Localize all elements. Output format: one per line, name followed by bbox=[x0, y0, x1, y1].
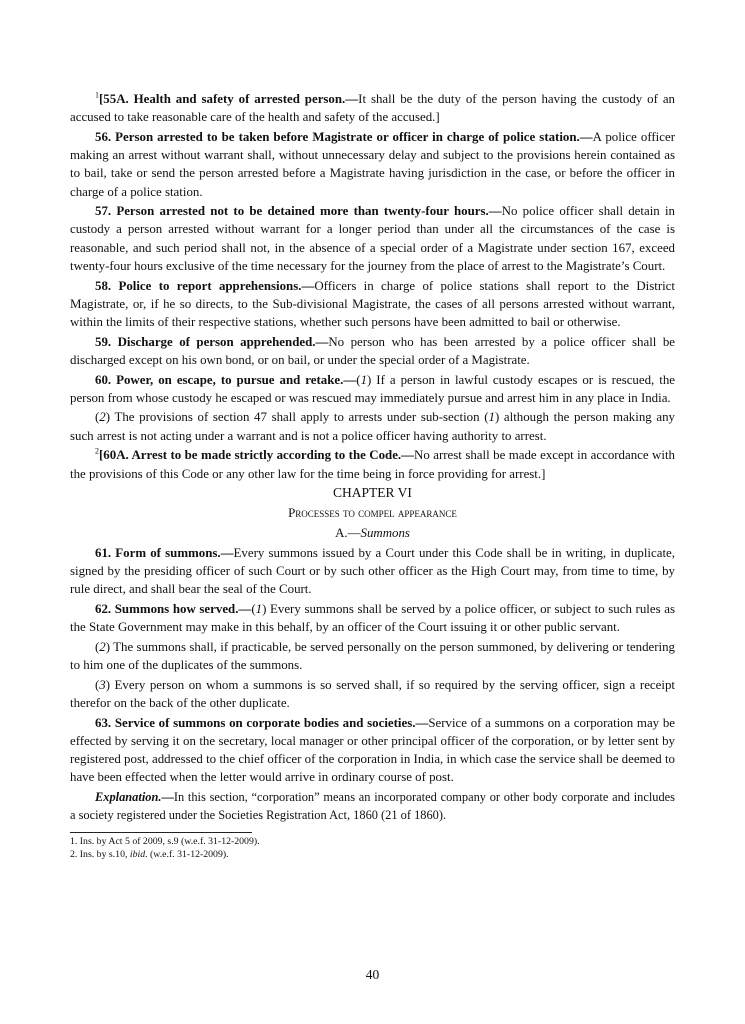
footnote-2 bbox=[70, 849, 675, 862]
explanation bbox=[70, 788, 675, 824]
part-heading bbox=[70, 524, 675, 542]
section-59 bbox=[70, 333, 675, 369]
chapter-subtitle: Processes to compel appearance bbox=[288, 504, 457, 520]
section-text: No police officer shall detain in custody a person arrested without warrant for a longer period than under all the circumstances of the case is reasonable, and such period shall not, in the absence of a special order of a Magistrate under section 167, exceed twenty-four hours exclusive of the time necessary for the journey from the place of arrest to the Magistrate’s Court. bbox=[70, 204, 675, 273]
section-text: The summons shall, if practicable, be served personally on the person summoned, by delivering or tendering to him one of the duplicates of the summons. bbox=[70, 639, 675, 673]
section-62-subsection-3 bbox=[70, 676, 675, 712]
footnote-ibid: ibid bbox=[129, 848, 146, 860]
section-text: Every person on whom a summons is so served shall, if so required by the serving officer, sign a receipt therefor on the back of the other duplicate. bbox=[70, 677, 675, 710]
section-text: ) although the person making any such arrest is not acting under a warrant and is not a police officer having authority to arrest. bbox=[70, 410, 675, 443]
page-number: 40 bbox=[365, 967, 380, 982]
subsection-ref: 1 bbox=[488, 410, 495, 425]
section-62-subsection-2 bbox=[70, 638, 675, 674]
explanation-label: Explanation. bbox=[95, 790, 162, 805]
footnote-1: 1. Ins. by Act 5 of 2009, s.9 (w.e.f. 31-12-2009). bbox=[70, 836, 260, 848]
section-heading: 56. Person arrested to be taken before Magistrate or officer in charge of police station.— bbox=[95, 129, 593, 144]
part-prefix: A.— bbox=[335, 525, 361, 540]
subsection-paren: ) bbox=[367, 372, 372, 387]
section-heading: 60A. Arrest to be made strictly according to the Code.— bbox=[103, 448, 415, 463]
footnote-marker: 1 bbox=[95, 90, 99, 100]
section-63 bbox=[70, 714, 675, 787]
subsection-paren: ( bbox=[251, 601, 256, 616]
section-60 bbox=[70, 371, 675, 407]
section-62 bbox=[70, 600, 675, 636]
section-text: The provisions of section 47 shall apply to arrests under sub-section ( bbox=[110, 410, 489, 425]
section-heading: 55A. Health and safety of arrested person.— bbox=[103, 92, 359, 106]
bracket-open: [ bbox=[99, 448, 104, 463]
subsection-number: 1 bbox=[360, 372, 368, 387]
subsection-paren: ) bbox=[105, 639, 111, 654]
section-heading: 58. Police to report apprehensions.— bbox=[95, 278, 315, 293]
section-58 bbox=[70, 277, 675, 332]
section-heading: 57. Person arrested not to be detained more than twenty-four hours.— bbox=[95, 204, 502, 219]
section-text: No arrest shall be made except in accordance with the provisions of this Code or any other law for the time being in force providing for arrest.] bbox=[70, 448, 675, 481]
section-text: Officers in charge of police stations shall report to the District Magistrate, or, if he so directs, to the Sub-divisional Magistrate, the cases of all persons arrested without warrant, within the limits of their respective stations, whether such persons have been admitted to bail or otherwise. bbox=[70, 278, 675, 329]
section-heading: 61. Form of summons.— bbox=[95, 545, 234, 560]
section-60-subsection-2 bbox=[70, 408, 675, 444]
explanation-dash: — bbox=[161, 790, 174, 805]
subsection-paren: ) bbox=[105, 410, 111, 425]
subsection-number: 2 bbox=[99, 639, 106, 654]
section-55a bbox=[70, 90, 675, 126]
section-text: A police officer making an arrest without warrant shall, without unnecessary delay and subject to the provisions herein contained as to bail, take or send the person arrested before a Magistrate having jurisdiction in the case, or before the officer in charge of a police station. bbox=[70, 129, 676, 199]
section-61 bbox=[70, 544, 675, 599]
subsection-paren: ) bbox=[105, 677, 111, 692]
section-56 bbox=[70, 128, 675, 201]
subsection-paren: ) bbox=[262, 601, 267, 616]
section-text: Every summons issued by a Court under this Code shall be in writing, in duplicate, signed by the presiding officer of such Court or by such other officer as the High Court may, from time to time, by rule direct, and shall bear the seal of the Court. bbox=[70, 545, 675, 597]
section-text: No person who has been arrested by a police officer shall be discharged except on his own bond, or on bail, or under the special order of a Magistrate. bbox=[70, 334, 675, 367]
section-60a bbox=[70, 446, 675, 482]
footnote-marker: 2 bbox=[95, 447, 99, 457]
subsection-paren: ( bbox=[95, 639, 100, 654]
subsection-paren: ( bbox=[95, 677, 100, 692]
section-text: It shall be the duty of the person having the custody of an accused to take reasonable care of the health and safety of the accused.] bbox=[70, 92, 675, 125]
chapter-title: CHAPTER VI bbox=[333, 485, 412, 501]
subsection-paren: ( bbox=[95, 410, 100, 425]
footnote-text: 2. Ins. by s.10, bbox=[70, 848, 130, 860]
section-57 bbox=[70, 202, 675, 275]
document-page bbox=[70, 90, 675, 861]
subsection-paren: ( bbox=[356, 372, 361, 387]
section-heading: 62. Summons how served.— bbox=[95, 601, 252, 616]
subsection-number: 3 bbox=[99, 677, 106, 692]
section-text: Service of a summons on a corporation may be effected by serving it on the secretary, local manager or other principal officer of the corporation, or by letter sent by registered post, addressed to the chief officer of the corporation in India, in which case the service shall be deemed to have been effected when the letter would arrive in ordinary course of post. bbox=[70, 715, 675, 785]
section-heading: 59. Discharge of person apprehended.— bbox=[95, 334, 329, 349]
subsection-number: 1 bbox=[255, 601, 263, 616]
section-text: If a person in lawful custody escapes or is rescued, the person from whose custody he escaped or was rescued may immediately pursue and arrest him in any place in India. bbox=[70, 372, 676, 405]
section-heading: 60. Power, on escape, to pursue and retake.— bbox=[95, 372, 357, 387]
footnote-divider bbox=[70, 832, 252, 833]
section-text: Every summons shall be served by a police officer, or subject to such rules as the State Government may make in this behalf, by an officer of the Court issuing it or other public servant. bbox=[70, 601, 675, 635]
explanation-text: In this section, “corporation” means an incorporated company or other body corporate and includes a society registered under the Societies Registration Act, 1860 (21 of 1860). bbox=[70, 790, 675, 823]
part-title: Summons bbox=[360, 525, 410, 540]
section-heading: 63. Service of summons on corporate bodies and societies.— bbox=[95, 715, 429, 730]
subsection-number: 2 bbox=[99, 410, 106, 425]
footnote-text: . (w.e.f. 31-12-2009). bbox=[145, 848, 229, 860]
bracket-open: [ bbox=[99, 92, 104, 106]
